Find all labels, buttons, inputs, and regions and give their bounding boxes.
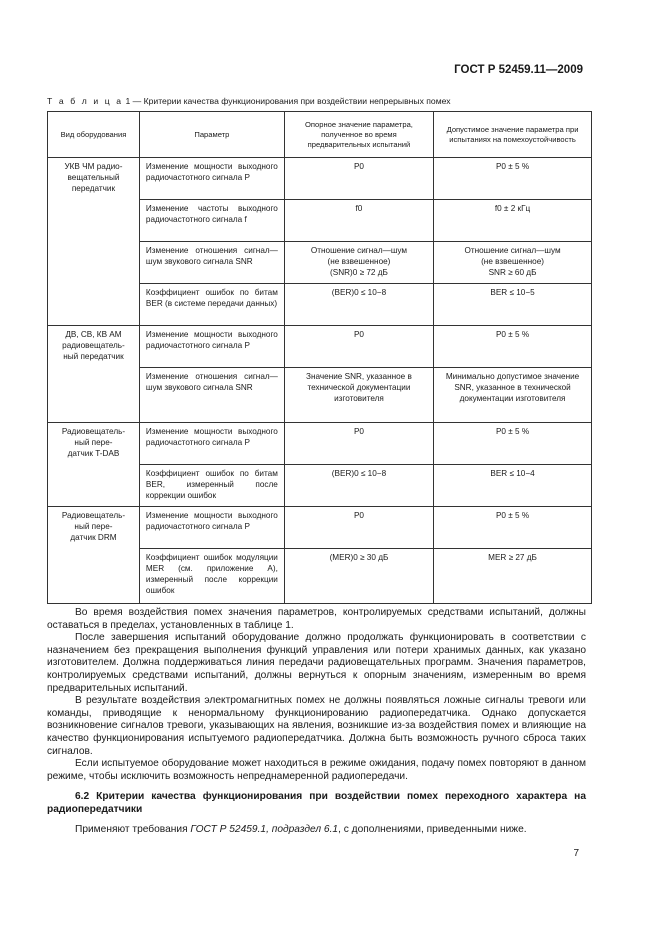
equipment-cell: Радиовещатель- ный пере- датчик DRM — [48, 507, 140, 604]
allowed-value-cell: P0 ± 5 % — [434, 158, 592, 200]
body-text — [47, 607, 586, 836]
table-row — [48, 326, 592, 368]
reference-value-cell: P0 — [284, 326, 433, 368]
parameter-cell: Изменение частоты выходного радиочастотного сигнала f — [139, 200, 284, 242]
parameter-cell: Изменение мощности выходного радиочастотного сигнала P — [139, 423, 284, 465]
reference-value-cell: f0 — [284, 200, 433, 242]
col-header-allowed: Допустимое значение параметра при испытаниях на помехоустойчивость — [434, 112, 592, 158]
parameter-cell: Изменение отношения сигнал—шум звукового сигнала SNR — [139, 368, 284, 423]
reference-value-cell: (BER)0 ≤ 10−8 — [284, 284, 433, 326]
section-heading-6-2: 6.2 Критерии качества функционирования при воздействии помех переходного характера на радиопередатчики — [47, 791, 586, 815]
col-header-reference: Опорное значение параметра, полученное во время предварительных испытаний — [284, 112, 433, 158]
paragraph: В результате воздействия электромагнитных помех не должны появляться ложные сигналы тревоги или команды, приводящие к ненормальному функционированию радиопередатчика. Однако допускается возникновение сигналов тревоги, указывающих на явления, возникшие из-за воздействия помех и влияющие на качество функционирования испытуемого радиопередатчика. Должна быть возможность ручного сброса таких сигналов. — [47, 695, 586, 757]
parameter-cell: Изменение мощности выходного радиочастотного сигнала P — [139, 158, 284, 200]
table-body — [48, 158, 592, 604]
parameter-cell: Изменение мощности выходного радиочастотного сигнала P — [139, 507, 284, 549]
table-caption — [47, 96, 451, 106]
allowed-value-cell: P0 ± 5 % — [434, 423, 592, 465]
paragraph-text: , с дополнениями, приведенными ниже. — [338, 823, 527, 835]
paragraph-text: Применяют требования — [75, 823, 191, 835]
table-header-row — [48, 112, 592, 158]
allowed-value-cell: f0 ± 2 кГц — [434, 200, 592, 242]
allowed-value-cell: MER ≥ 27 дБ — [434, 549, 592, 604]
paragraph: Во время воздействия помех значения параметров, контролируемых средствами испытаний, должны оставаться в пределах, установленных в таблице 1. — [47, 607, 586, 631]
allowed-value-cell: Минимально допустимое значение SNR, указанное в технической документации изготовителя — [434, 368, 592, 423]
allowed-value-cell: BER ≤ 10−5 — [434, 284, 592, 326]
parameter-cell: Изменение мощности выходного радиочастотного сигнала P — [139, 326, 284, 368]
reference-value-cell: (MER)0 ≥ 30 дБ — [284, 549, 433, 604]
col-header-equipment: Вид оборудования — [48, 112, 140, 158]
standard-number: ГОСТ Р 52459.11—2009 — [454, 64, 583, 76]
col-header-parameter: Параметр — [139, 112, 284, 158]
equipment-cell: Радиовещатель- ный пере- датчик T-DAB — [48, 423, 140, 507]
reference-value-cell: Отношение сигнал—шум (не взвешенное) (SNR)0 ≥ 72 дБ — [284, 242, 433, 284]
reference-value-cell: Значение SNR, указанное в технической документации изготовителя — [284, 368, 433, 423]
allowed-value-cell: Отношение сигнал—шум (не взвешенное) SNR ≥ 60 дБ — [434, 242, 592, 284]
paragraph: После завершения испытаний оборудование должно продолжать функционировать в соответствии с назначением без прекращения выполнения функций управления или потери хранимых данных, как указано изготовителем. Должна поддерживаться линия передачи радиовещательных программ. Значения параметров, контролируемых средствами испытаний, должны вернуться к опорным значениям, измеренным во время предварительных испытаний. — [47, 632, 586, 694]
paragraph: Если испытуемое оборудование может находиться в режиме ожидания, подачу помех повторяют в данном режиме, чтобы исключить возможность непреднамеренной радиопередачи. — [47, 758, 586, 782]
parameter-cell: Коэффициент ошибок по битам BER (в системе передачи данных) — [139, 284, 284, 326]
allowed-value-cell: P0 ± 5 % — [434, 326, 592, 368]
reference-value-cell: (BER)0 ≤ 10−8 — [284, 465, 433, 507]
caption-prefix: Т а б л и ц а — [47, 96, 124, 106]
table-row — [48, 423, 592, 465]
allowed-value-cell: P0 ± 5 % — [434, 507, 592, 549]
table-row — [48, 158, 592, 200]
page-number: 7 — [573, 848, 579, 859]
equipment-cell: УКВ ЧМ радио- вещательный передатчик — [48, 158, 140, 326]
paragraph — [47, 824, 586, 837]
parameter-cell: Коэффициент ошибок модуляции MER (см. приложение А), измеренный после коррекции ошибок — [139, 549, 284, 604]
parameter-cell: Коэффициент ошибок по битам BER, измеренный после коррекции ошибок — [139, 465, 284, 507]
parameter-cell: Изменение отношения сигнал—шум звукового сигнала SNR — [139, 242, 284, 284]
allowed-value-cell: BER ≤ 10−4 — [434, 465, 592, 507]
table-row — [48, 507, 592, 549]
reference-value-cell: P0 — [284, 423, 433, 465]
criteria-table — [47, 111, 592, 604]
reference-value-cell: P0 — [284, 158, 433, 200]
caption-text: 1 — Критерии качества функционирования при воздействии непрерывных помех — [125, 96, 451, 106]
reference-value-cell: P0 — [284, 507, 433, 549]
standard-reference: ГОСТ Р 52459.1, подраздел 6.1 — [190, 823, 339, 835]
equipment-cell: ДВ, СВ, КВ АМ радиовещатель- ный передатчик — [48, 326, 140, 423]
